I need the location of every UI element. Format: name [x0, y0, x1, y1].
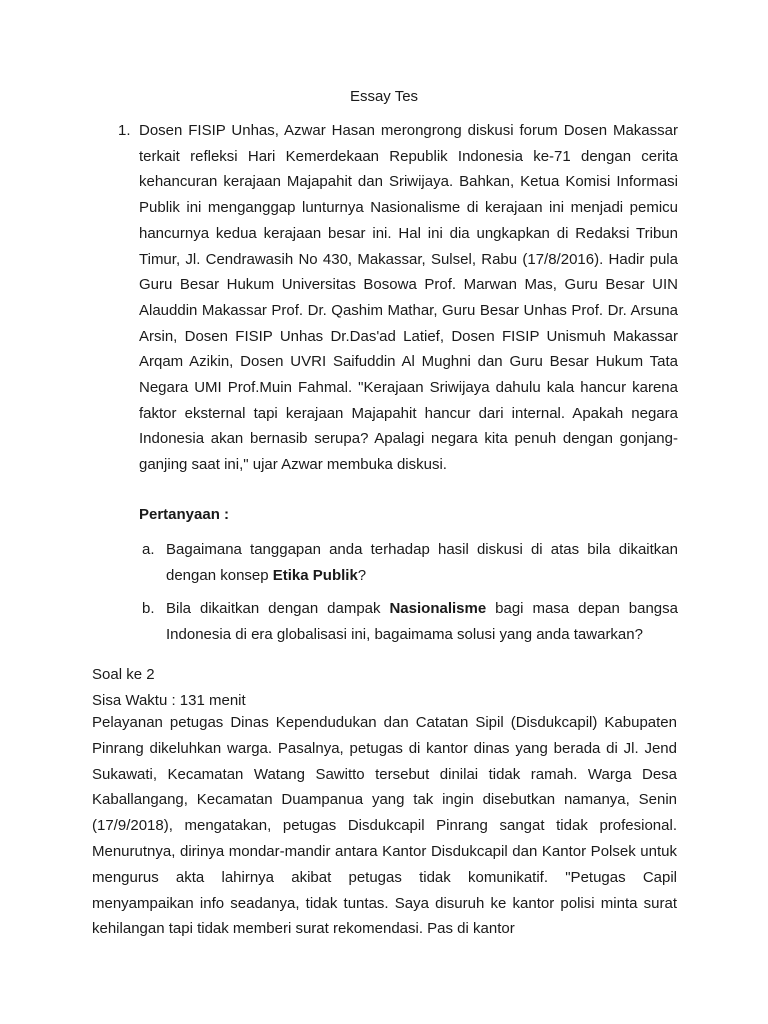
- question-1: [118, 118, 678, 478]
- sub-question-b-letter: b.: [142, 600, 155, 617]
- sub-question-b-text-before: Bila dikaitkan dengan dampak: [166, 600, 390, 617]
- document-title: Essay Tes: [349, 88, 419, 105]
- question-2-text: Pelayanan petugas Dinas Kependudukan dan Catatan Sipil (Disdukcapil) Kabupaten Pinrang dikeluhkan warga. Pasalnya, petugas di kantor dinas yang berada di Jl. Jend Sukawati, Kecamatan Watang Sawitto tersebut dinilai tidak ramah. Warga Desa Kaballangang, Kecamatan Duampanua yang tak ingin disebutkan namanya, Senin (17/9/2018), mengatakan, petugas Disdukcapil Pinrang sangat tidak profesional. Menurutnya, dirinya mondar-mandir antara Kantor Disdukcapil dan Kantor Polsek untuk mengurus akta lahirnya akibat petugas tidak komunikatif. "Petugas Capil menyampaikan info seadanya, tidak tuntas. Saya disuruh ke kantor polisi minta surat kehilangan tapi tidak memberi surat rekomendasi. Pas di kantor: [92, 714, 677, 938]
- sub-question-a: [142, 537, 678, 589]
- sub-question-a-text: [166, 537, 678, 589]
- sub-question-a-text-before: Bagaimana tanggapan anda terhadap hasil diskusi di atas bila dikaitkan dengan konsep: [166, 541, 678, 584]
- question-1-text: Dosen FISIP Unhas, Azwar Hasan merongrong diskusi forum Dosen Makassar terkait refleksi Hari Kemerdekaan Republik Indonesia ke-71 dengan cerita kehancuran kerajaan Majapahit dan Sriwijaya. Bahkan, Ketua Komisi Informasi Publik ini menganggap lunturnya Nasionalisme di kerajaan ini menjadi pemicu hancurnya kedua kerajaan besar ini. Hal ini dia ungkapkan di Redaksi Tribun Timur, Jl. Cendrawasih No 430, Makassar, Sulsel, Rabu (17/8/2016). Hadir pula Guru Besar Hukum Universitas Bosowa Prof. Marwan Mas, Guru Besar UIN Alauddin Makassar Prof. Dr. Qashim Mathar, Guru Besar Unhas Prof. Dr. Arsuna Arsin, Dosen FISIP Unhas Dr.Das'ad Latief, Dosen FISIP Unismuh Makassar Arqam Azikin, Dosen UVRI Saifuddin Al Mughni dan Guru Besar Hukum Tata Negara UMI Prof.Muin Fahmal. "Kerajaan Sriwijaya dahulu kala hancur karena faktor eksternal tapi kerajaan Majapahit hancur dari internal. Apakah negara Indonesia akan bernasib serupa? Apalagi negara kita penuh dengan gonjang-ganjing saat ini," ujar Azwar membuka diskusi.: [139, 122, 678, 474]
- sub-question-b-text: [166, 596, 678, 648]
- sub-question-b: [142, 596, 678, 648]
- sub-question-a-bold-term: Etika Publik: [272, 567, 358, 584]
- sub-question-a-letter: a.: [142, 541, 155, 558]
- pertanyaan-label: Pertanyaan :: [139, 506, 230, 523]
- soal-label: Soal ke 2: [92, 666, 155, 683]
- question-1-number: 1.: [118, 122, 131, 139]
- sub-question-b-text-after: bagi masa depan bangsa Indonesia di era globalisasi ini, bagaimama solusi yang anda tawarkan?: [166, 600, 678, 643]
- sub-question-b-bold-term: Nasionalisme: [389, 600, 487, 617]
- remaining-time-label: Sisa Waktu : 131 menit: [92, 692, 246, 709]
- sub-question-a-text-after: ?: [357, 567, 367, 584]
